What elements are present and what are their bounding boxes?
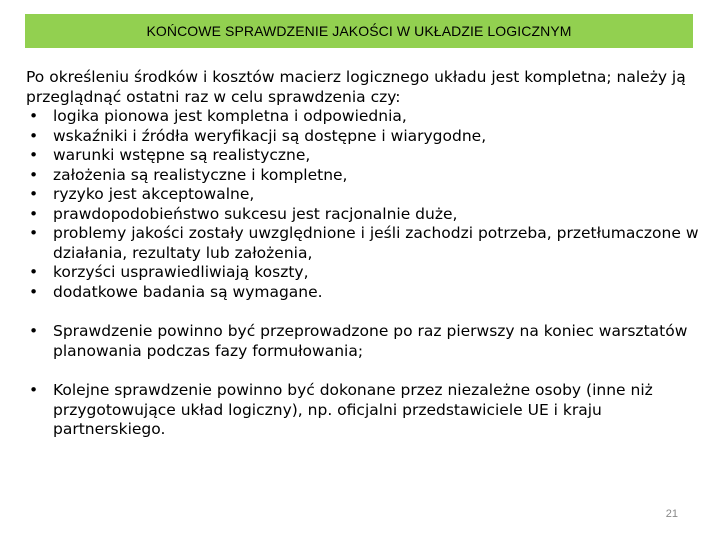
checklist-item: • wskaźniki i źródła weryfikacji są dostępne i wiarygodne, xyxy=(26,127,710,147)
slide-body xyxy=(26,68,710,440)
checklist-item: • korzyści usprawiedliwiają koszty, xyxy=(26,263,710,283)
checklist-item: • warunki wstępne są realistyczne, xyxy=(26,146,710,166)
slide-title: KOŃCOWE SPRAWDZENIE JAKOŚCI W UKŁADZIE LOGICZNYM xyxy=(146,23,572,39)
checklist-item: • założenia są realistyczne i kompletne, xyxy=(26,166,710,186)
title-bar xyxy=(25,14,693,48)
checklist-item: • prawdopodobieństwo sukcesu jest racjonalnie duże, xyxy=(26,205,710,225)
note-first-check: • Sprawdzenie powinno być przeprowadzone po raz pierwszy na koniec warsztatów planowania podczas fazy formułowania; xyxy=(26,322,710,361)
checklist-item: • logika pionowa jest kompletna i odpowiednia, xyxy=(26,107,710,127)
page-number: 21 xyxy=(665,508,678,520)
note-next-check: • Kolejne sprawdzenie powinno być dokonane przez niezależne osoby (inne niż przygotowujące układ logiczny), np. oficjalni przedstawiciele UE i kraju partnerskiego. xyxy=(26,381,710,440)
checklist-item: • dodatkowe badania są wymagane. xyxy=(26,283,710,303)
notes-list xyxy=(26,322,710,440)
checklist xyxy=(26,107,710,302)
intro-text: Po określeniu środków i kosztów macierz logicznego układu jest kompletna; należy ją przeglądnąć ostatni raz w celu sprawdzenia czy: xyxy=(26,68,686,106)
checklist-item: • ryzyko jest akceptowalne, xyxy=(26,185,710,205)
checklist-item: • problemy jakości zostały uwzględnione i jeśli zachodzi potrzeba, przetłumaczone w działania, rezultaty lub założenia, xyxy=(26,224,710,263)
